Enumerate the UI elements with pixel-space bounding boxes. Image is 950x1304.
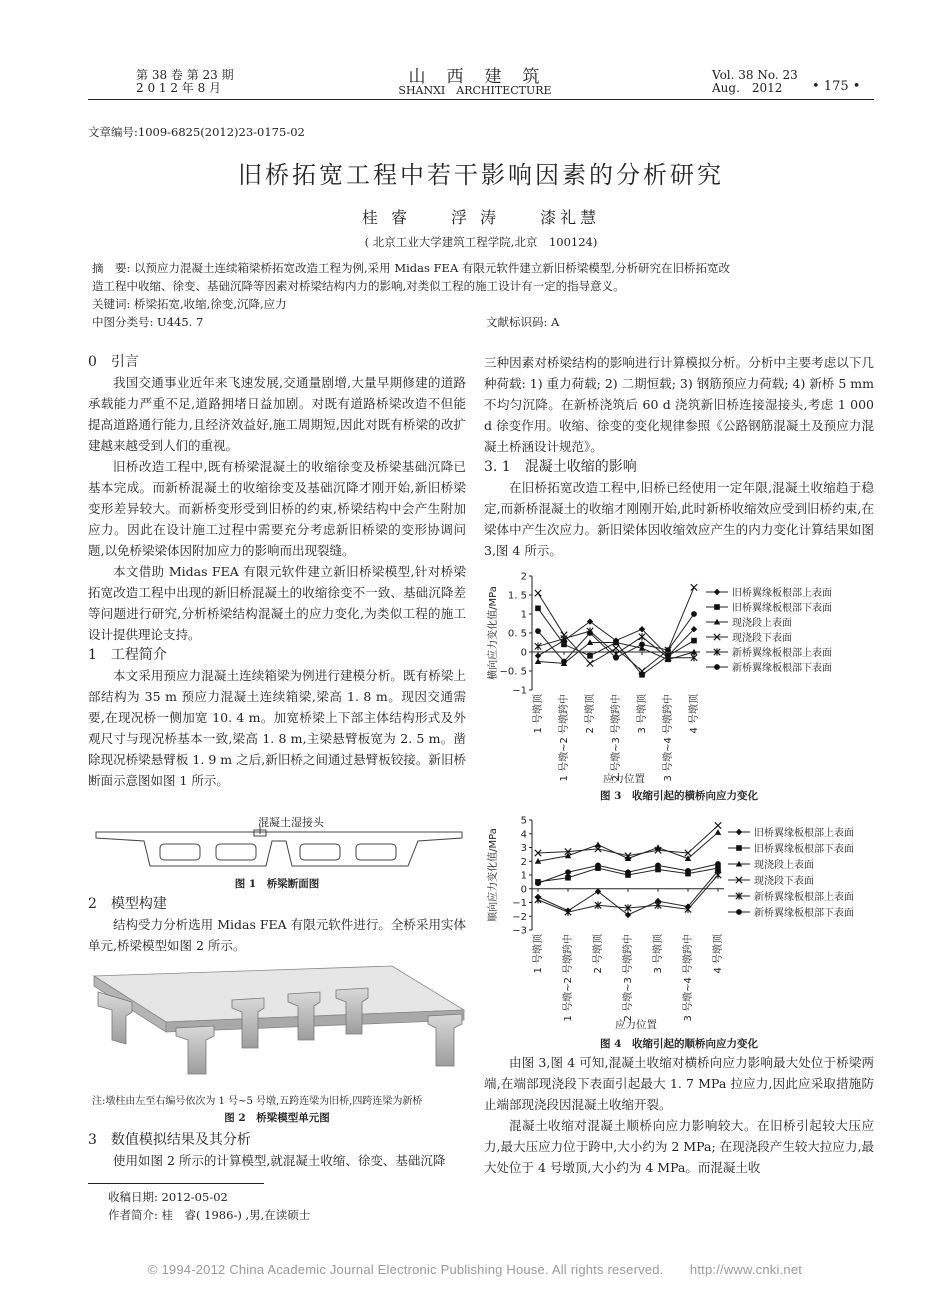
data-point: [587, 660, 593, 666]
legend-marker: [714, 664, 720, 670]
right-paragraph-after-2: 混凝土收缩对混凝土顺桥向应力影响较大。在旧桥引起较大压应力,最大压应力位于跨中,大小约为 2 MPa; 在现浇段产生较大拉应力,最大处位于 4 号墩顶,大小约为 4 MPa。而混凝土收: [484, 1118, 874, 1175]
data-point: [561, 659, 567, 665]
legend-label: 现浇段下表面: [732, 633, 792, 644]
section-0-heading: 0 引言: [88, 354, 139, 370]
affiliation: ( 北京工业大学建筑工程学院,北京 100124): [364, 235, 598, 249]
y-tick-label: −1: [512, 898, 527, 909]
y-tick-label: 1: [520, 870, 527, 882]
data-point: [535, 653, 541, 659]
box-cell: [300, 844, 340, 860]
data-point: [655, 844, 661, 850]
box-cell: [160, 844, 200, 860]
section-3-1-heading: 3. 1 混凝土收缩的影响: [484, 459, 637, 475]
section-2-heading: 2 模型构建: [88, 896, 167, 912]
data-point: [639, 642, 645, 648]
data-point: [691, 584, 697, 590]
data-point: [565, 875, 571, 881]
section-1-paragraph-1: 本文采用预应力混凝土连续箱梁为例进行建模分析。既有桥梁上部结构为 35 m 预应力混凝土连续箱梁,梁高 1. 8 m。现因交通需要,在现况桥一侧加宽 10. 4 m。加宽桥梁上下部主体结构形式及外观尺寸与现况桥基本一致,梁高 1. 8 m,主梁悬臂板宽为 2. 5 m。凿除现况桥梁悬臂板 1. 9 m 之后,新旧桥之间通过悬臂板铰接。新旧桥断面示意图如图 1 所示。: [88, 668, 466, 788]
data-point: [665, 647, 671, 653]
data-point: [535, 896, 541, 903]
legend-marker: [714, 589, 720, 595]
x-tick-label: 4 号墩顶: [689, 694, 700, 734]
data-point: [595, 862, 601, 868]
legend-marker: [714, 604, 720, 610]
x-tick-label: 2 号墩~3 号墩跨中: [611, 694, 622, 782]
journal-name-en: SHANXI ARCHITECTURE: [398, 84, 552, 97]
data-point: [535, 880, 541, 886]
data-point: [715, 822, 721, 828]
legend-label: 新桥翼缘板根部下表面: [754, 908, 854, 919]
legend-marker: [736, 829, 742, 835]
y-tick-label: 1. 5: [507, 590, 527, 602]
data-point: [639, 633, 645, 640]
y-tick-label: −0. 5: [499, 666, 527, 678]
author-bio: 作者简介: 桂 睿( 1986-) ,男,在读硕士: [108, 1208, 311, 1222]
keywords: 关键词: 桥梁拓宽,收缩,徐变,沉降,应力: [92, 297, 287, 311]
fig1-label: 混凝土湿接头: [258, 816, 324, 829]
x-tick-label: 2 号墩~3 号墩跨中: [623, 934, 634, 1022]
data-point: [587, 653, 593, 659]
authors: 桂 睿 浮 涛 漆礼慧: [361, 208, 601, 227]
x-axis-label: 应力位置: [603, 773, 645, 785]
legend-marker: [736, 845, 742, 851]
series-line: [538, 826, 718, 856]
page-number: • 175 •: [812, 79, 861, 94]
data-point: [685, 868, 691, 874]
x-tick-label: 4 号墩顶: [713, 934, 724, 974]
x-tick-label: 1 号墩顶: [533, 934, 544, 974]
footnote-rule: [88, 1183, 264, 1184]
y-tick-label: 2: [520, 856, 527, 868]
section-0-paragraph-3: 本文借助 Midas FEA 有限元软件建立新旧桥梁模型,针对桥梁拓宽改造工程中出现的新旧桥混凝土的收缩徐变不一致、基础沉降差等问题进行研究,分析桥梁结构混凝土的应力变化,为类似工程的施工设计提供理论支持。: [88, 564, 466, 642]
y-tick-label: −2: [512, 911, 527, 923]
y-tick-label: 0. 5: [507, 628, 527, 640]
legend-marker: [736, 909, 742, 915]
data-point: [715, 861, 721, 867]
x-tick-label: 2 号墩顶: [585, 694, 596, 734]
y-tick-label: 3: [520, 843, 527, 854]
document-code: 文献标识码: A: [486, 315, 560, 329]
fig2-note: 注:墩柱由左至右编号依次为 1 号~5 号墩,五跨连梁为旧桥,四跨连梁为新桥: [92, 1096, 423, 1107]
legend-label: 旧桥翼缘板根部下表面: [732, 603, 832, 614]
copyright-footer: © 1994-2012 China Academic Journal Electronic Publishing House. All rights reserved. http://www.cnki.net: [147, 1262, 803, 1277]
data-point: [535, 606, 541, 612]
x-tick-label: 1 号墩顶: [533, 694, 544, 734]
data-point: [535, 628, 541, 634]
section-3-heading: 3 数值模拟结果及其分析: [88, 1132, 251, 1148]
right-column: [484, 352, 874, 561]
section-0-paragraph-2: 旧桥改造工程中,既有桥梁混凝土的收缩徐变及桥梁基础沉降已基本完成。而新桥混凝土的收缩徐变及基础沉降才刚开始,新旧桥梁变形差异较大。而新桥变形受到旧桥的约束,桥梁结构中会产生附加应力。因此在设计施工过程中需要充分考虑新旧桥梁的变形协调问题,以免桥梁梁体因附加应力的影响而出现裂缝。: [88, 459, 466, 558]
data-point: [655, 862, 661, 868]
abstract-line-2: 造工程中收缩、徐变、基础沉降等因素对桥梁结构内力的影响,对类似工程的施工设计有一定的指导意义。: [92, 279, 625, 293]
box-cell: [216, 844, 256, 860]
legend-label: 新桥翼缘板根部上表面: [732, 648, 832, 659]
legend-label: 旧桥翼缘板根部上表面: [754, 828, 854, 839]
abstract-line-1: 摘 要: 以预应力混凝土连续箱梁桥拓宽改造工程为例,采用 Midas FEA 有限元软件建立新旧桥梁模型,分析研究在旧桥拓宽改: [92, 261, 731, 275]
y-axis-label: 横向应力变化值/MPa: [488, 586, 499, 680]
left-column-2: [88, 894, 466, 956]
y-tick-label: 4: [520, 829, 527, 841]
y-tick-label: 5: [520, 815, 527, 827]
right-column-2: [484, 1052, 874, 1178]
fig1-caption: 图 1 桥梁断面图: [234, 878, 320, 890]
section-3-paragraph-1: 使用如图 2 所示的计算模型,就混凝土收缩、徐变、基础沉降: [113, 1153, 446, 1168]
legend-label: 新桥翼缘板根部上表面: [754, 892, 854, 903]
fig3-caption: 图 3 收缩引起的横桥向应力变化: [600, 790, 758, 802]
y-tick-label: 1: [520, 609, 527, 621]
data-point: [535, 590, 541, 596]
data-point: [715, 829, 721, 835]
section-1-heading: 1 工程简介: [88, 647, 167, 663]
y-tick-label: 2: [520, 571, 527, 583]
fig2-bridge-model: [92, 962, 466, 1087]
data-point: [587, 630, 593, 636]
right-paragraph-after-1: 由图 3,图 4 可知,混凝土收缩对横桥向应力影响最大处位于桥梁两端,在端部现浇段下表面引起最大 1. 7 MPa 拉应力,因此应采取措施防止端部现浇段因混凝土收缩开裂。: [484, 1055, 874, 1112]
right-paragraph-continued: 三种因素对桥梁结构的影响进行计算模拟分析。分析中主要考虑以下几种荷载: 1) 重力荷载; 2) 二期恒载; 3) 钢筋预应力荷载; 4) 新桥 5 mm 不均匀沉降。在新桥浇筑后 60 d 浇筑新旧桥连接湿接头,考虑 1 000 d 徐变作用。收缩、徐变的变化规律参照《公路钢筋混凝土及预应力混凝土桥涵设计规范》。: [484, 355, 874, 454]
section-3-1-paragraph-1: 在旧桥拓宽改造工程中,旧桥已经使用一定年限,混凝土收缩趋于稳定,而新桥混凝土的收缩才刚刚开始,此时新桥收缩效应受到旧桥约束,在梁体中产生次应力。新旧梁体因收缩效应产生的内力变化计算结果如图 3,图 4 所示。: [484, 480, 874, 558]
data-point: [625, 869, 631, 875]
article-number: 文章编号:1009-6825(2012)23-0175-02: [88, 125, 305, 139]
x-tick-label: 3 号墩~4 号墩跨中: [683, 934, 694, 1022]
left-column: [88, 352, 466, 791]
data-point: [565, 908, 571, 915]
x-tick-label: 1 号墩~2 号墩跨中: [563, 934, 574, 1022]
x-tick-label: 3 号墩~4 号墩跨中: [663, 694, 674, 782]
data-point: [561, 642, 567, 648]
data-point: [565, 869, 571, 875]
x-tick-label: 3 号墩顶: [637, 694, 648, 734]
date-en: Aug. 2012: [712, 81, 783, 95]
received-date: 收稿日期: 2012-05-02: [108, 1190, 228, 1204]
section-0-paragraph-1: 我国交通事业近年来飞速发展,交通量剧增,大量早期修建的道路承载能力严重不足,道路拥堵日益加剧。对既有道路桥梁改造不但能提高道路通行能力,且经济效益好,施工周期短,因此对既有桥梁的改扩建越来越受到人们的重视。: [88, 375, 466, 453]
volume-issue-cn: 第 38 卷 第 23 期: [136, 68, 234, 82]
fig1-bridge-section: [92, 826, 466, 872]
legend-label: 旧桥翼缘板根部下表面: [754, 844, 854, 855]
volume-issue-en: Vol. 38 No. 23: [712, 68, 798, 82]
data-point: [715, 871, 721, 878]
x-tick-label: 2 号墩顶: [593, 934, 604, 974]
legend-label: 现浇段上表面: [754, 860, 814, 871]
data-point: [691, 638, 697, 644]
x-axis-label: 应力位置: [615, 1019, 657, 1031]
fig4-caption: 图 4 收缩引起的顺桥向应力变化: [600, 1038, 758, 1050]
legend-label: 旧桥翼缘板根部上表面: [732, 588, 832, 599]
box-cell: [356, 844, 396, 860]
y-tick-label: −3: [512, 925, 527, 937]
legend-label: 现浇段上表面: [732, 618, 792, 629]
fig4-chart: [484, 812, 874, 1034]
clc-number: 中图分类号: U445. 7: [92, 315, 204, 329]
y-tick-label: 0: [520, 647, 527, 659]
x-tick-label: 1 号墩~2 号墩跨中: [559, 694, 570, 782]
y-tick-label: 0: [520, 884, 527, 896]
section-2-paragraph-1: 结构受力分析选用 Midas FEA 有限元软件进行。全桥采用实体单元,桥梁模型如图 2 所示。: [88, 917, 466, 953]
journal-name-cn: 山 西 建 筑: [408, 67, 542, 87]
fig3-chart: [484, 566, 874, 786]
legend-label: 现浇段下表面: [754, 876, 814, 887]
y-axis-label: 顺向应力变化值/MPa: [488, 828, 499, 922]
data-point: [691, 611, 697, 617]
header-rule: [88, 99, 874, 100]
data-point: [535, 643, 541, 650]
x-tick-label: 3 号墩顶: [653, 934, 664, 974]
page-title: 旧桥拓宽工程中若干影响因素的分析研究: [238, 161, 724, 189]
date-cn: 2 0 1 2 年 8 月: [136, 81, 222, 95]
legend-label: 新桥翼缘板根部下表面: [732, 663, 832, 674]
data-point: [613, 655, 619, 661]
fig2-caption: 图 2 桥梁模型单元图: [224, 1112, 330, 1124]
left-column-3: [88, 1130, 466, 1171]
y-tick-label: −1: [512, 685, 527, 697]
